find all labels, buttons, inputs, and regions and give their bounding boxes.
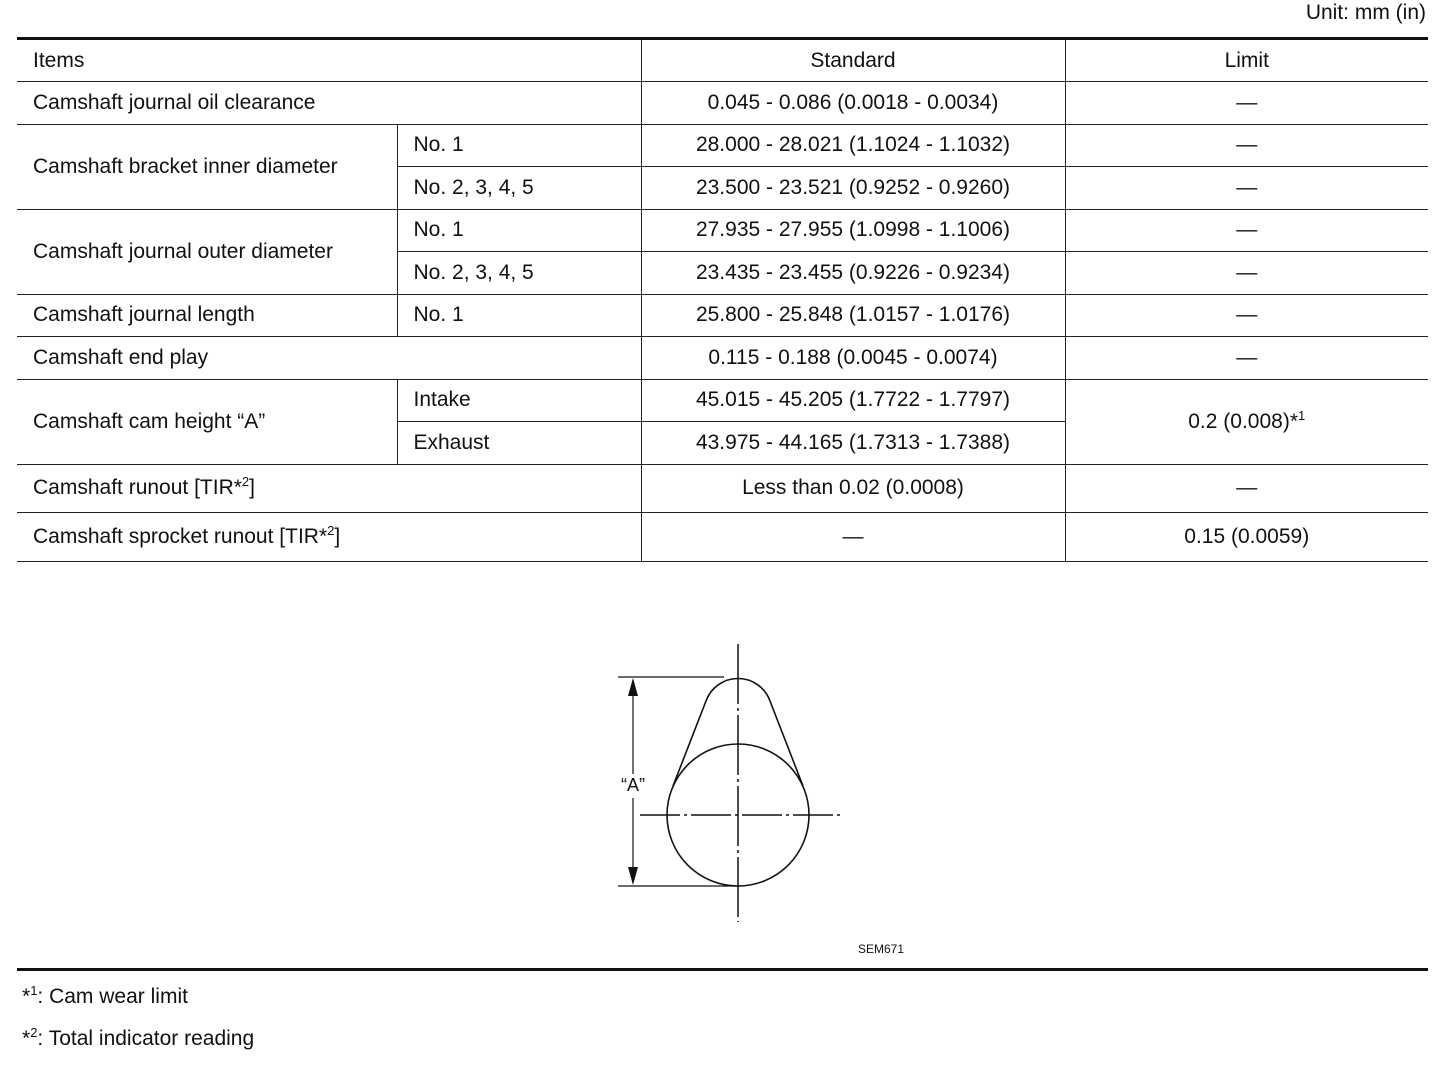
standard-cell: 43.975 - 44.165 (1.7313 - 1.7388) — [641, 422, 1065, 465]
limit-cell: 0.15 (0.0059) — [1065, 513, 1428, 562]
standard-cell: 0.115 - 0.188 (0.0045 - 0.0074) — [641, 337, 1065, 380]
standard-cell: — — [641, 513, 1065, 562]
table-row — [17, 294, 1428, 337]
limit-cell: — — [1065, 209, 1428, 252]
limit-cell: — — [1065, 167, 1428, 210]
footnote-marker: 1 — [1298, 407, 1306, 423]
footnote-number: 1 — [30, 983, 38, 998]
footnote-number: 2 — [30, 1025, 38, 1040]
header-items: Items — [17, 39, 641, 82]
standard-cell: 27.935 - 27.955 (1.0998 - 1.1006) — [641, 209, 1065, 252]
sub-item-cell: No. 1 — [397, 124, 641, 167]
table-row — [17, 337, 1428, 380]
footnote-marker: 2 — [327, 522, 335, 538]
arrow-down-icon — [628, 867, 638, 885]
sub-item-cell: Intake — [397, 379, 641, 422]
standard-cell: 0.045 - 0.086 (0.0018 - 0.0034) — [641, 82, 1065, 125]
limit-cell: — — [1065, 294, 1428, 337]
footnote-mark: * — [22, 985, 31, 1008]
standard-cell: 23.435 - 23.455 (0.9226 - 0.9234) — [641, 252, 1065, 295]
divider — [17, 968, 1428, 971]
item-cell: Camshaft cam height “A” — [17, 379, 397, 464]
arrow-up-icon — [628, 678, 638, 696]
dimension-label: “A” — [621, 775, 645, 795]
figure-code: SEM671 — [858, 942, 905, 956]
unit-label: Unit: mm (in) — [1305, 1, 1426, 24]
item-text-end: ] — [334, 524, 341, 548]
item-text-end: ] — [249, 476, 255, 500]
footnote-1 — [22, 985, 188, 1009]
header-standard: Standard — [641, 39, 1065, 82]
table-row — [17, 209, 1428, 252]
table-header-row — [17, 39, 1428, 82]
item-text: Camshaft runout [TIR* — [33, 476, 242, 500]
standard-cell: 25.800 - 25.848 (1.0157 - 1.0176) — [641, 294, 1065, 337]
sub-item-cell: No. 2, 3, 4, 5 — [397, 252, 641, 295]
footnote-text: : Total indicator reading — [37, 1027, 255, 1050]
table-row — [17, 82, 1428, 125]
limit-cell: — — [1065, 464, 1428, 513]
standard-cell: 45.015 - 45.205 (1.7722 - 1.7797) — [641, 379, 1065, 422]
table-row — [17, 464, 1428, 513]
item-cell — [17, 513, 641, 562]
limit-cell: — — [1065, 82, 1428, 125]
item-cell: Camshaft journal length — [17, 294, 397, 337]
limit-cell — [1065, 379, 1428, 464]
item-cell — [17, 464, 641, 513]
standard-cell: 28.000 - 28.021 (1.1024 - 1.1032) — [641, 124, 1065, 167]
header-limit: Limit — [1065, 39, 1428, 82]
sub-item-cell: No. 2, 3, 4, 5 — [397, 167, 641, 210]
table-row — [17, 513, 1428, 562]
sub-item-cell: No. 1 — [397, 294, 641, 337]
item-cell: Camshaft bracket inner diameter — [17, 124, 397, 209]
footnote-2 — [22, 1027, 254, 1051]
footnote-mark: * — [22, 1027, 31, 1050]
footnote-text: : Cam wear limit — [37, 985, 188, 1008]
limit-cell: — — [1065, 252, 1428, 295]
item-text: Camshaft sprocket runout [TIR* — [33, 524, 328, 548]
item-cell: Camshaft journal outer diameter — [17, 209, 397, 294]
standard-cell: 23.500 - 23.521 (0.9252 - 0.9260) — [641, 167, 1065, 210]
sub-item-cell: No. 1 — [397, 209, 641, 252]
limit-cell: — — [1065, 124, 1428, 167]
cam-height-diagram — [600, 640, 930, 970]
camshaft-spec-table — [17, 37, 1428, 562]
table-row — [17, 379, 1428, 422]
standard-cell: Less than 0.02 (0.0008) — [641, 464, 1065, 513]
item-cell: Camshaft end play — [17, 337, 641, 380]
item-cell: Camshaft journal oil clearance — [17, 82, 641, 125]
limit-value: 0.2 (0.008)* — [1188, 409, 1298, 433]
sub-item-cell: Exhaust — [397, 422, 641, 465]
table-row — [17, 124, 1428, 167]
footnote-marker: 2 — [241, 474, 250, 490]
limit-cell: — — [1065, 337, 1428, 380]
